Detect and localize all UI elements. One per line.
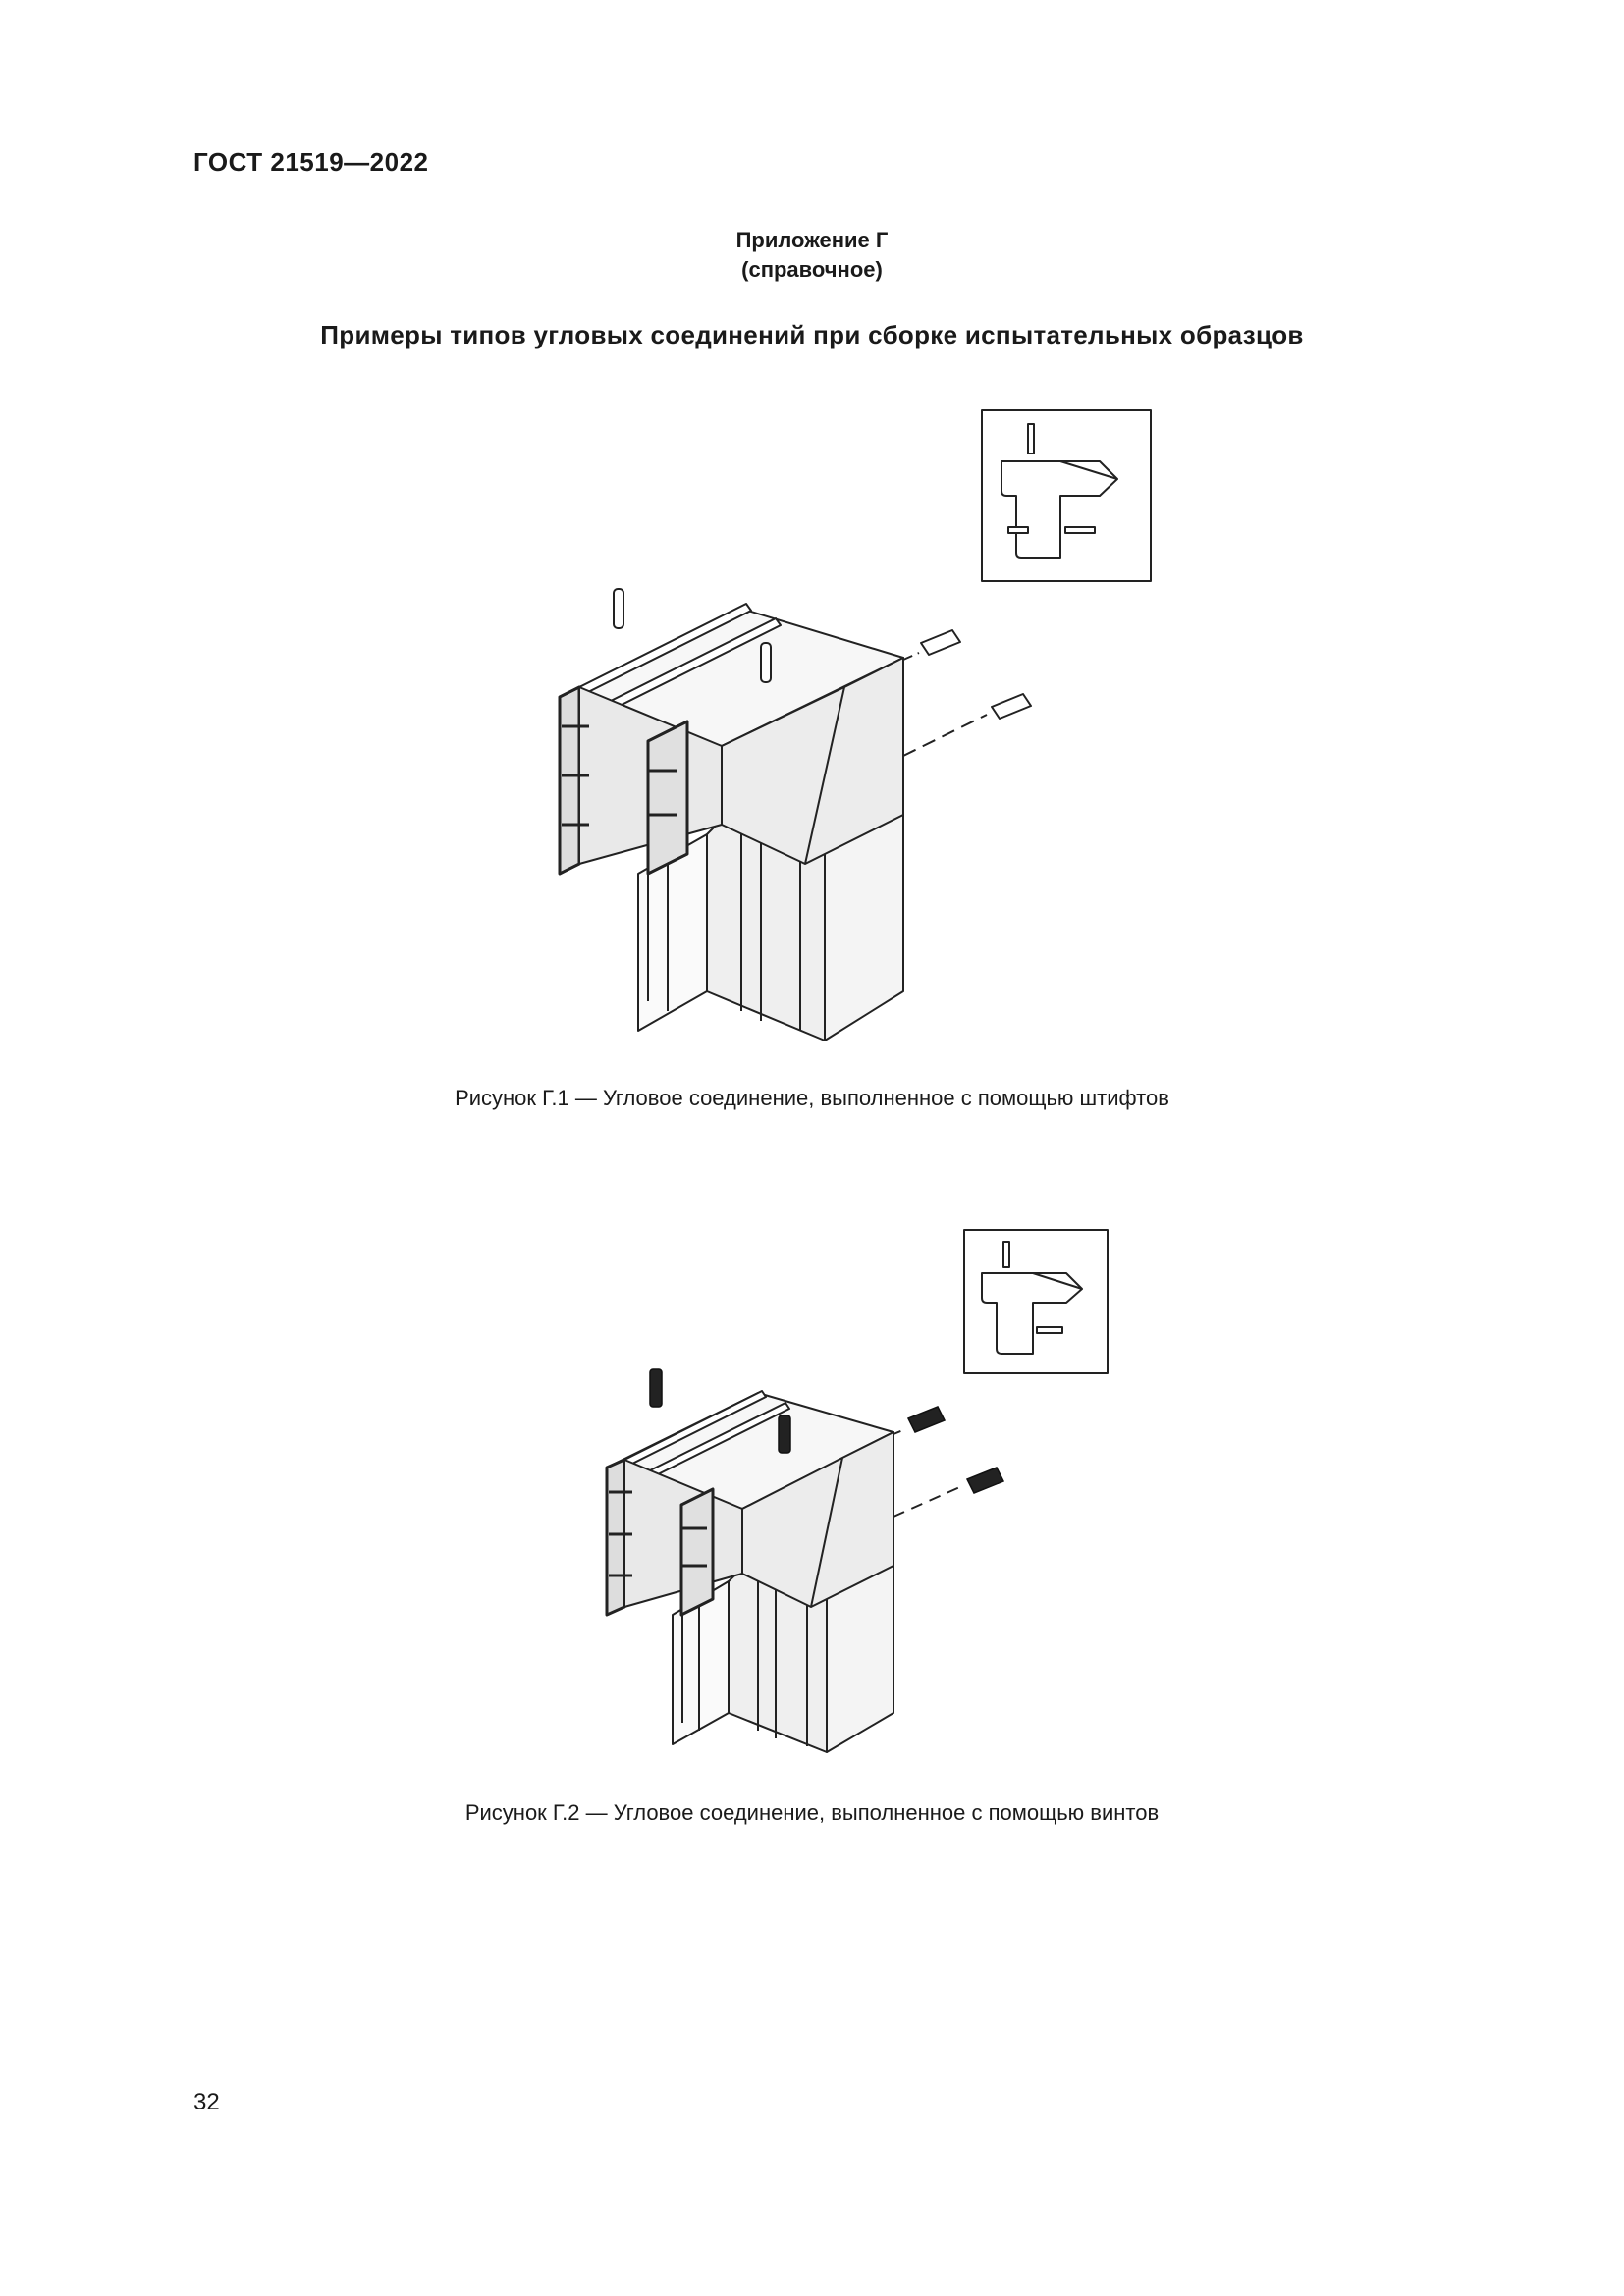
corner-joint-pins-drawing — [550, 402, 1178, 1060]
page-number: 32 — [193, 2089, 220, 2115]
figure-1-caption: Рисунок Г.1 — Угловое соединение, выполненное с помощью штифтов — [455, 1086, 1169, 1110]
screw-4 — [967, 1468, 1003, 1493]
figure-corner-joint-pins — [550, 402, 1178, 1060]
corner-joint-screws-drawing — [599, 1222, 1119, 1757]
screw-3 — [908, 1407, 945, 1432]
pin-3 — [921, 630, 960, 655]
inset-pin-h — [1065, 527, 1095, 533]
standard-code: ГОСТ 21519—2022 — [193, 147, 429, 177]
annex-type: (справочное) — [741, 257, 883, 282]
figure-2-caption: Рисунок Г.2 — Угловое соединение, выполненное с помощью винтов — [464, 1800, 1160, 1825]
pin-4 — [992, 694, 1031, 719]
pin-1 — [614, 589, 623, 628]
pin-2 — [761, 643, 771, 682]
screw-2 — [779, 1415, 790, 1453]
figure-corner-joint-screws — [599, 1222, 1119, 1757]
inset-pin-v — [1028, 424, 1034, 454]
annex-title: Приложение Г — [735, 228, 889, 252]
section-title: Примеры типов угловых соединений при сборке испытательных образцов — [320, 320, 1304, 349]
screw-1 — [650, 1369, 662, 1407]
